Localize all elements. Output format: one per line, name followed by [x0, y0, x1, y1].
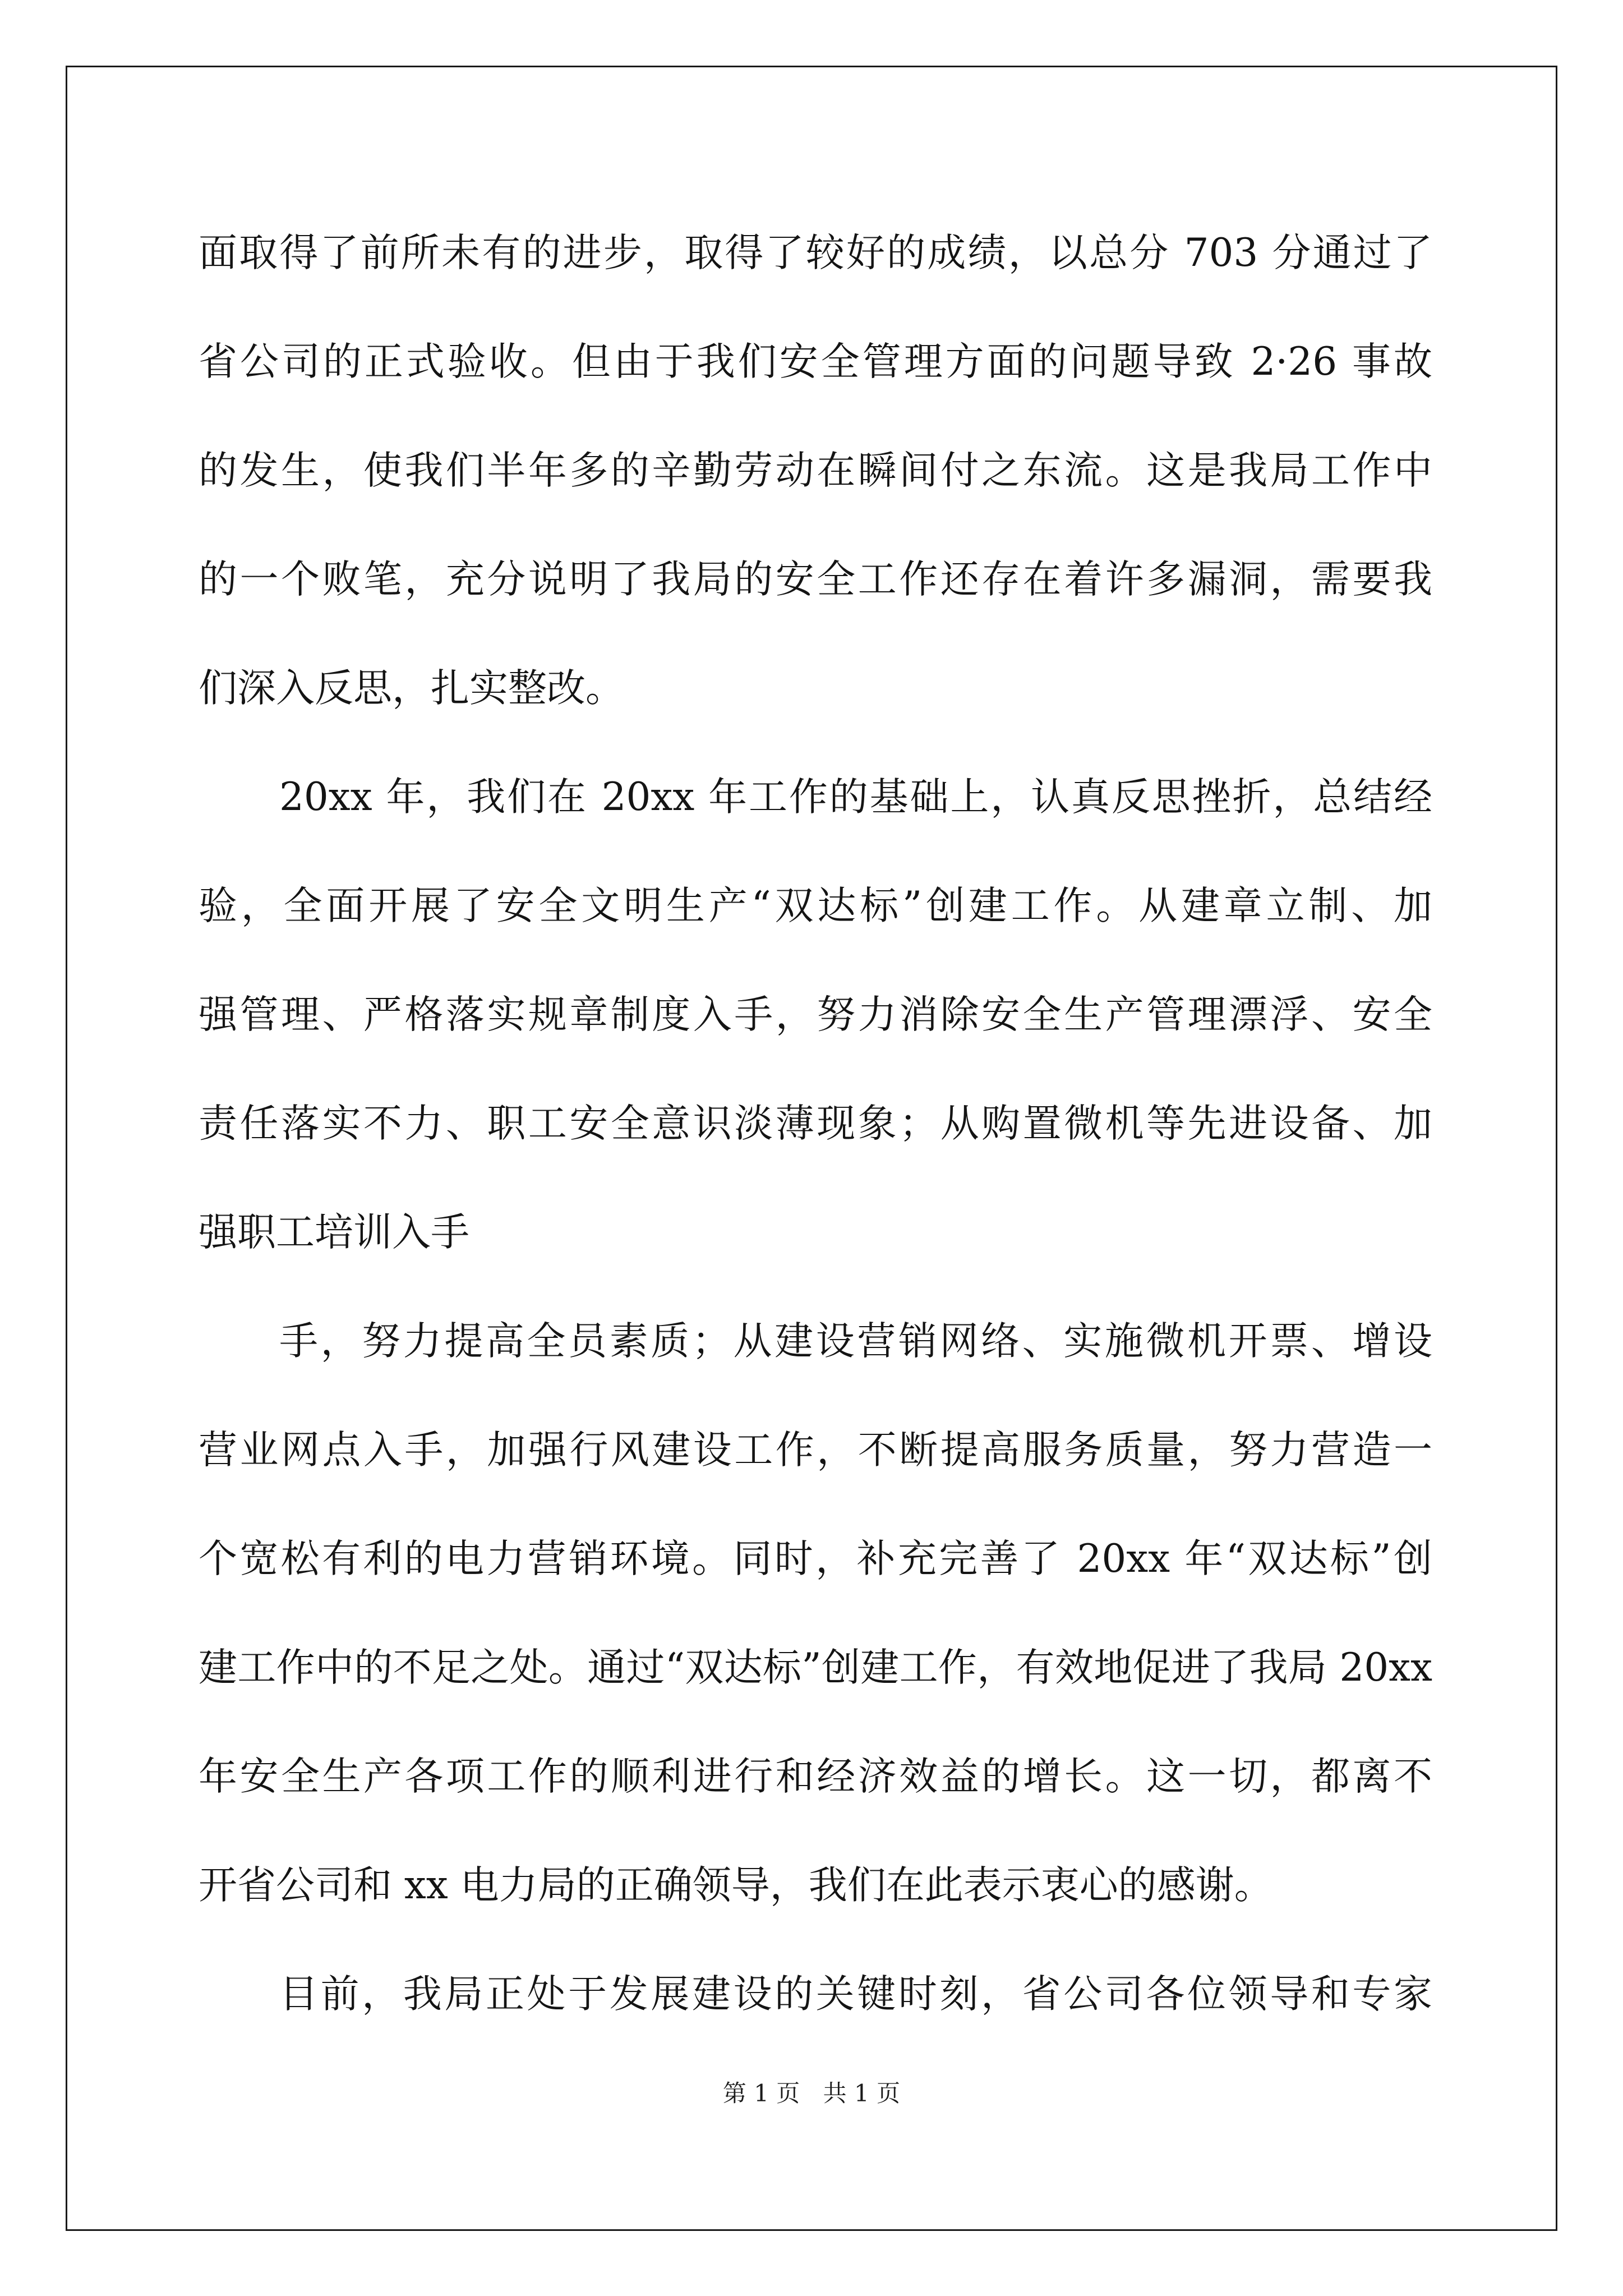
text-line: 省公司的正式验收。但由于我们安全管理方面的问题导致 2·26 事故	[199, 339, 1432, 384]
text-line: 目前，我局正处于发展建设的关键时刻，省公司各位领导和专家	[279, 1972, 1432, 2017]
text-line: 们深入反思，扎实整改。	[199, 666, 624, 711]
text-line: 开省公司和 xx 电力局的正确领导，我们在此表示衷心的感谢。	[199, 1863, 1273, 1908]
page-total: 共 1 页	[823, 2079, 901, 2107]
document-body	[199, 211, 1432, 2061]
text-line: 强职工培训入手	[199, 1210, 469, 1255]
text-line: 责任落实不力、职工安全意识淡薄现象；从购置微机等先进设备、加	[199, 1101, 1432, 1146]
text-line: 个宽松有利的电力营销环境。同时，补充完善了 20xx 年“双达标”创	[199, 1536, 1432, 1581]
text-line: 20xx 年，我们在 20xx 年工作的基础上，认真反思挫折，总结经	[279, 775, 1432, 820]
text-line: 建工作中的不足之处。通过“双达标”创建工作，有效地促进了我局 20xx	[199, 1645, 1432, 1690]
text-line: 的发生，使我们半年多的辛勤劳动在瞬间付之东流。这是我局工作中	[199, 448, 1432, 493]
page-footer	[0, 2077, 1623, 2110]
text-line: 验，全面开展了安全文明生产“双达标”创建工作。从建章立制、加	[199, 884, 1432, 928]
text-line: 营业网点入手，加强行风建设工作，不断提高服务质量，努力营造一	[199, 1428, 1432, 1473]
page-number: 第 1 页	[722, 2079, 800, 2107]
text-line: 手，努力提高全员素质；从建设营销网络、实施微机开票、增设	[279, 1319, 1432, 1364]
text-line: 面取得了前所未有的进步，取得了较好的成绩，以总分 703 分通过了	[199, 231, 1432, 275]
text-line: 年安全生产各项工作的顺利进行和经济效益的增长。这一切，都离不	[199, 1754, 1432, 1799]
text-line: 的一个败笔，充分说明了我局的安全工作还存在着许多漏洞，需要我	[199, 557, 1432, 602]
text-line: 强管理、严格落实规章制度入手，努力消除安全生产管理漂浮、安全	[199, 992, 1432, 1037]
